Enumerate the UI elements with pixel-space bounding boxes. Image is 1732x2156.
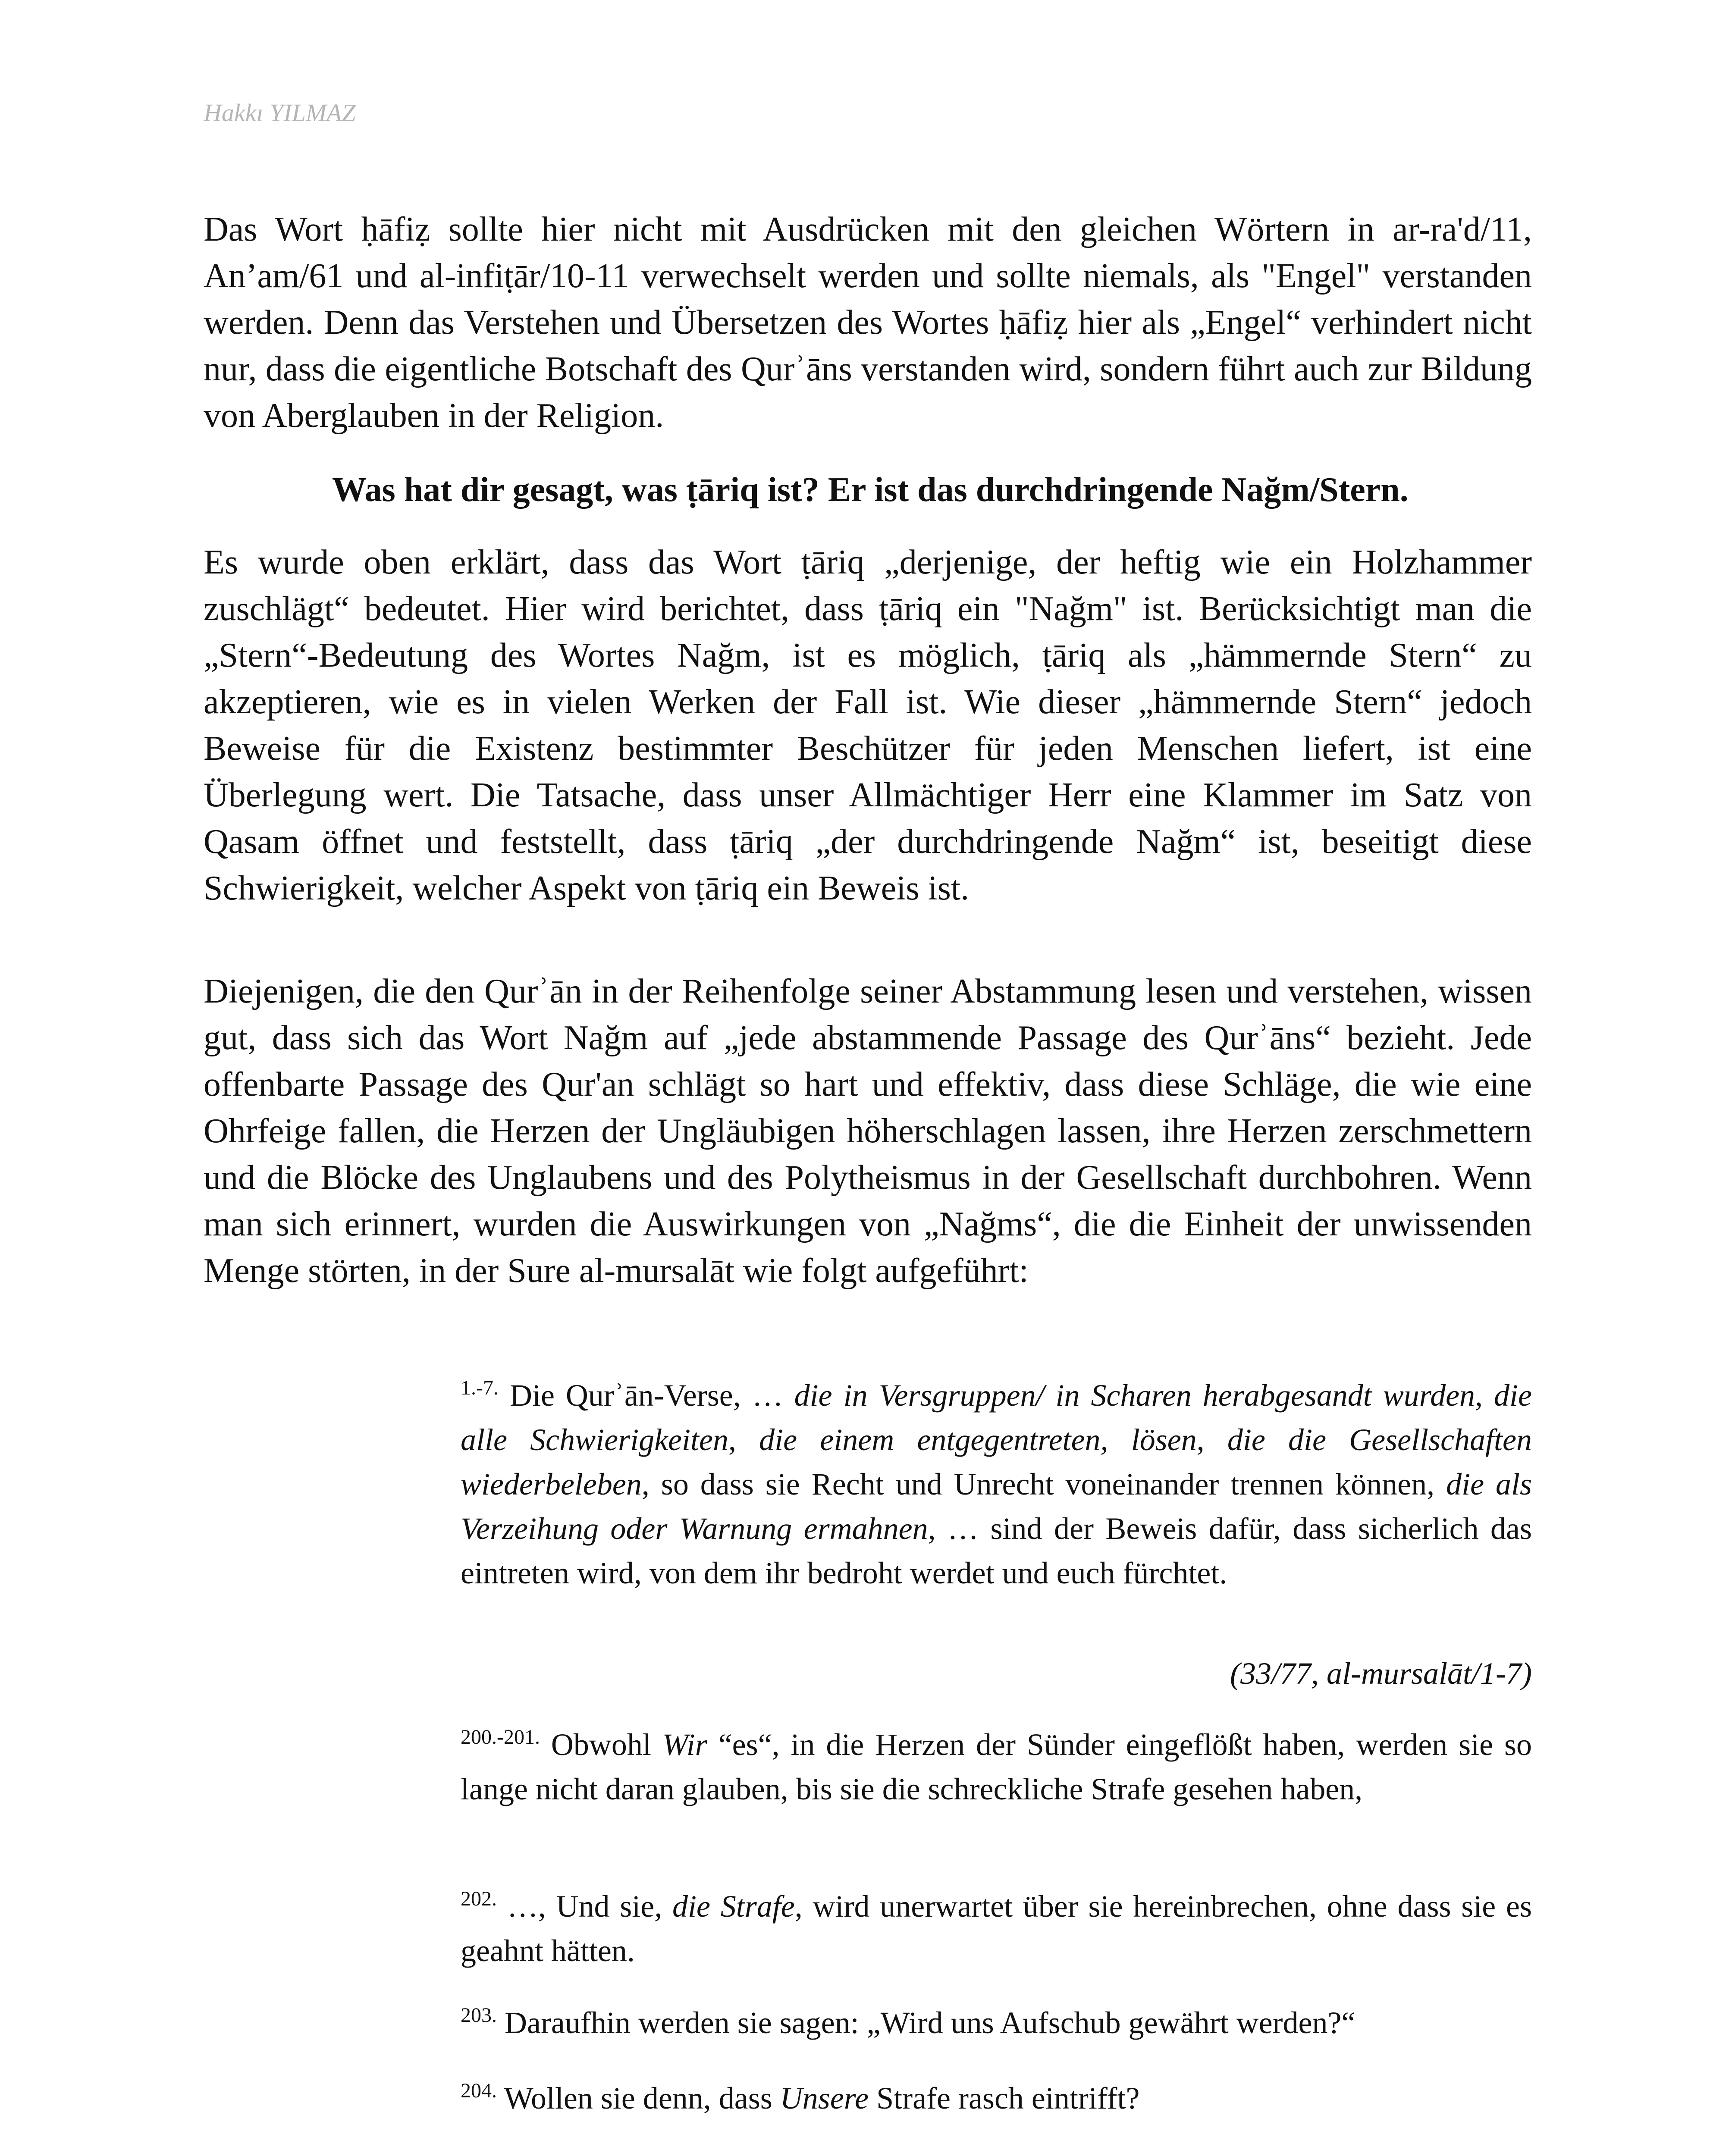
quote-verse-202 — [461, 1884, 1532, 1973]
verse-number: 1.-7. — [461, 1376, 499, 1399]
quote-italic: die alle Schwierigkeiten — [461, 1378, 1532, 1457]
verse-number: 202. — [461, 1887, 497, 1910]
quote-reference: (33/77, al-mursalāt/1-7) — [1230, 1656, 1532, 1691]
quote-text: Wollen sie denn, dass — [497, 2081, 780, 2115]
quote-text: Die Qurʾān-Verse, … — [498, 1378, 794, 1413]
quote-text: , — [1475, 1378, 1494, 1413]
quote-text: Obwohl — [540, 1727, 662, 1762]
paragraph-nagm: Diejenigen, die den Qurʾān in der Reihenfolge seiner Abstammung lesen und verstehen, wissen gut, dass sich das Wort Nağm auf „jede abstammende Passage des Qurʾāns“ bezieht. Jede offenbarte Passage des Qur'an schlägt so hart und effektiv, dass diese Schläge, die wie eine Ohrfeige fallen, die Herzen der Ungläubigen höherschlagen lassen, ihre Herzen zerschmettern und die Blöcke des Unglaubens und des Polytheismus in der Gesellschaft durchbohren. Wenn man sich erinnert, wurden die Auswirkungen von „Nağms“, die die Einheit der unwissenden Menge störten, in der Sure al-mursalāt wie folgt aufgeführt: — [204, 972, 1532, 1290]
quote-text: , so dass sie Recht und Unrecht voneinander trennen können, — [641, 1467, 1446, 1501]
verse-number: 203. — [461, 2004, 497, 2027]
section-heading: Was hat dir gesagt, was ṭāriq ist? Er ist das durchdringende Nağm/Stern. — [332, 471, 1409, 509]
verse-number: 204. — [461, 2079, 497, 2102]
quote-text: , wird unerwartet über sie hereinbrechen, ohne dass sie es geahnt hätten. — [461, 1889, 1532, 1968]
quote-verses-1-7 — [461, 1373, 1532, 1595]
quote-text: , — [728, 1423, 759, 1457]
paragraph-hafiz: Das Wort ḥāfiẓ sollte hier nicht mit Ausdrücken mit den gleichen Wörtern in ar-ra'd/11, An’am/61 und al-infiṭār/10-11 verwechselt werden und sollte niemals, als "Engel" verstanden werden. Denn das Verstehen und Übersetzen des Wortes ḥāfiẓ hier als „Engel“ verhindert nicht nur, dass die eigentliche Botschaft des Qurʾāns verstanden wird, sondern führt auch zur Bildung von Aberglauben in der Religion. — [204, 210, 1532, 435]
quote-verses-200-201 — [461, 1723, 1532, 1811]
running-header-author: Hakkı YILMAZ — [204, 99, 356, 127]
quote-italic: , die Strafe — [654, 1889, 795, 1924]
quote-text: , — [1196, 1423, 1227, 1457]
quote-text: , … sind der Beweis dafür, dass sicherlich das eintreten wird, von dem ihr bedroht werdet und euch fürchtet. — [461, 1511, 1532, 1590]
quote-italic: Unsere — [780, 2081, 869, 2115]
quote-italic: die die Gesellschaften wiederbeleben — [461, 1423, 1532, 1501]
quote-text: “es“, in die Herzen der Sünder eingeflößt haben, werden sie so lange nicht daran glauben, bis sie die schreckliche Strafe gesehen haben, — [461, 1727, 1532, 1806]
quote-text: …, Und sie — [497, 1889, 655, 1924]
quote-verse-203 — [461, 2001, 1532, 2045]
quote-italic: die einem entgegentreten, lösen — [759, 1423, 1197, 1457]
quote-verse-204 — [461, 2076, 1532, 2121]
paragraph-tariq: Es wurde oben erklärt, dass das Wort ṭāriq „derjenige, der heftig wie ein Holzhammer zuschlägt“ bedeutet. Hier wird berichtet, dass ṭāriq ein "Nağm" ist. Berücksichtigt man die „Stern“-Bedeutung des Wortes Nağm, ist es möglich, ṭāriq als „hämmernde Stern“ zu akzeptieren, wie es in vielen Werken der Fall ist. Wie dieser „hämmernde Stern“ jedoch Beweise für die Existenz bestimmter Beschützer für jeden Menschen liefert, ist eine Überlegung wert. Die Tatsache, dass unser Allmächtiger Herr eine Klammer im Satz von Qasam öffnet und feststellt, dass ṭāriq „der durchdringende Nağm“ ist, beseitigt diese Schwierigkeit, welcher Aspekt von ṭāriq ein Beweis ist. — [204, 543, 1532, 907]
quote-text: Strafe rasch eintrifft? — [869, 2081, 1140, 2115]
quote-text: Daraufhin werden sie sagen: „Wird uns Aufschub gewährt werden?“ — [497, 2006, 1355, 2040]
quote-italic: die als Verzeihung oder Warnung ermahnen — [461, 1467, 1532, 1546]
quote-italic: die in Versgruppen/ in Scharen herabgesandt wurden — [794, 1378, 1475, 1413]
quote-italic: Wir — [662, 1727, 707, 1762]
verse-number: 200.-201. — [461, 1726, 540, 1749]
